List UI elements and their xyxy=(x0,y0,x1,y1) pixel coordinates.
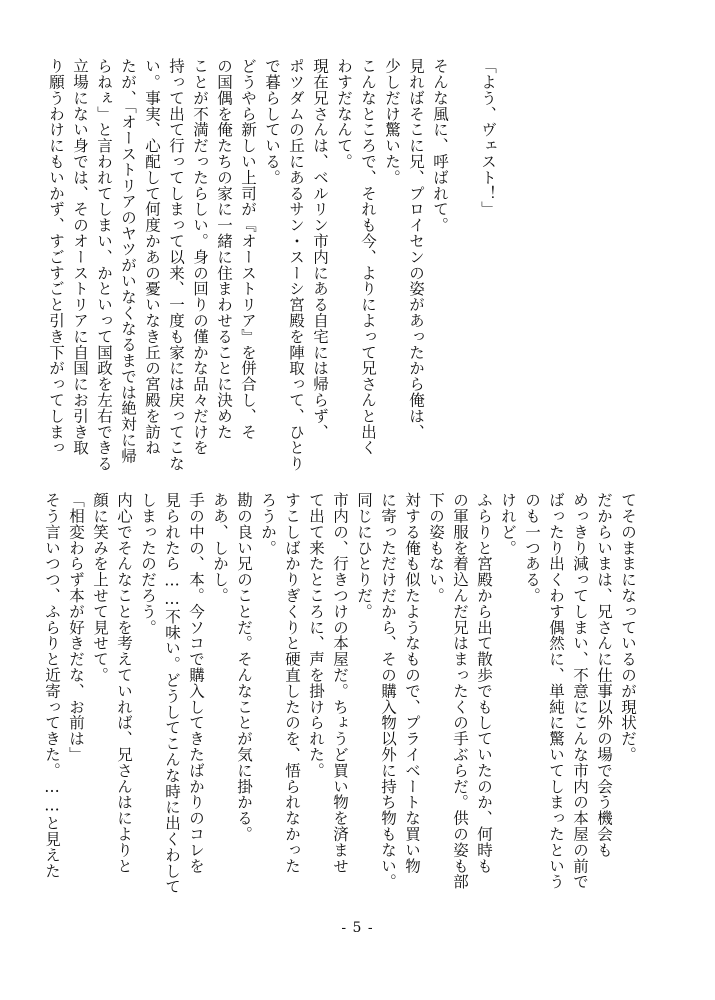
text-line: 対する俺も似たようなもので、プライベートな買い物 xyxy=(403,492,421,874)
text-line: わすだなんて。 xyxy=(335,58,353,170)
text-line: てそのままになっているのが現状だ。 xyxy=(619,492,637,763)
text-line: めっきり減ってしまい、不意にこんな市内の本屋の前で xyxy=(571,492,589,890)
text-line: い。事実、心配して何度かあの憂いなき丘の宮殿を訪ね xyxy=(143,58,161,456)
text-line: ろうか。 xyxy=(259,492,277,556)
text-line: ばったり出くわす偶然に、単純に驚いてしまったという xyxy=(547,492,565,890)
text-line: すこしばかりぎくりと硬直したのを、悟られなかった xyxy=(283,492,301,874)
text-line: 見ればそこに兄、プロイセンの姿があったから俺は、 xyxy=(407,58,425,440)
text-line: 少しだけ驚いた。 xyxy=(383,58,401,186)
text-line: 顔に笑みを上せて見せて。 xyxy=(91,492,109,683)
text-line: の軍服を着込んだ兄はまったくの手ぶらだ。供の姿も部 xyxy=(451,492,469,890)
text-line: ポツダムの丘にあるサン・スーシ宮殿を陣取って、ひとり xyxy=(287,58,305,472)
upper-text-block xyxy=(47,58,500,472)
text-line: ふらりと宮殿から出て散歩でもしていたのか、何時も xyxy=(475,492,493,874)
text-line: り願うわけにもいかず、すごすごと引き下がってしまっ xyxy=(47,58,65,456)
text-line: で暮らしている。 xyxy=(263,58,281,186)
text-line: 見られたら……不味い。どうしてこんな時に出くわして xyxy=(163,492,181,895)
page-number: - 5 - xyxy=(341,920,374,936)
text-line: ああ、しかし。 xyxy=(211,492,229,604)
text-line: そんな風に、呼ばれて。 xyxy=(431,58,449,233)
text-line: 立場にない身では、そのオーストリアに自国にお引き取 xyxy=(71,58,89,456)
text-line: 市内の、行きつけの本屋だ。ちょうど買い物を済ませ xyxy=(331,492,349,874)
text-line: たが、「オーストリアのヤツがいなくなるまでは絶対に帰 xyxy=(119,58,137,464)
text-line: 勘の良い兄のことだ。そんなことが気に掛かる。 xyxy=(235,492,253,842)
text-line: 現在兄さんは、ベルリン市内にある自宅には帰らず、 xyxy=(311,58,329,440)
text-line: だからいまは、兄さんに仕事以外の場で会う機会も xyxy=(595,492,613,858)
text-line: 下の姿もない。 xyxy=(427,492,445,604)
text-line: そう言いつつ、ふらりと近寄ってきた。……と見えた xyxy=(43,492,61,879)
text-line: て出て来たところに、声を掛けられた。 xyxy=(307,492,325,779)
text-line: 手の中の、本。今ソコで購入してきたばかりのコレを xyxy=(187,492,205,874)
text-line: ことが不満だったらしい。身の回りの僅かな品々だけを xyxy=(191,58,209,456)
text-line: 内心でそんなことを考えていれば、兄さんはによりと xyxy=(115,492,133,874)
lower-text-block xyxy=(43,492,640,895)
text-line: こんなところで、それも今、よりによって兄さんと出く xyxy=(359,58,377,456)
text-line: 持って出て行ってしまって以来、一度も家には戻ってこな xyxy=(167,58,185,472)
text-line: けれど。 xyxy=(499,492,517,556)
text-line xyxy=(452,58,476,450)
text-line: のも一つある。 xyxy=(523,492,541,604)
text-line: に寄っただけだから、その購入物以外に持ち物もない。 xyxy=(379,492,397,890)
text-line: しまったのだろう。 xyxy=(139,492,157,636)
text-line: どうやら新しい上司が『オーストリア』を併合し、そ xyxy=(239,58,257,440)
text-line: 同じにひとりだ。 xyxy=(355,492,373,620)
text-line: 「相変わらず本が好きだな、お前は」 xyxy=(67,492,85,763)
text-line: らねぇ」と言われてしまい、かといって国政を左右できる xyxy=(95,58,113,472)
text-line: の国偶を俺たちの家に一緒に住まわせることに決めた xyxy=(215,58,233,440)
text-line: 「よう、ヴェスト！」 xyxy=(479,58,497,217)
